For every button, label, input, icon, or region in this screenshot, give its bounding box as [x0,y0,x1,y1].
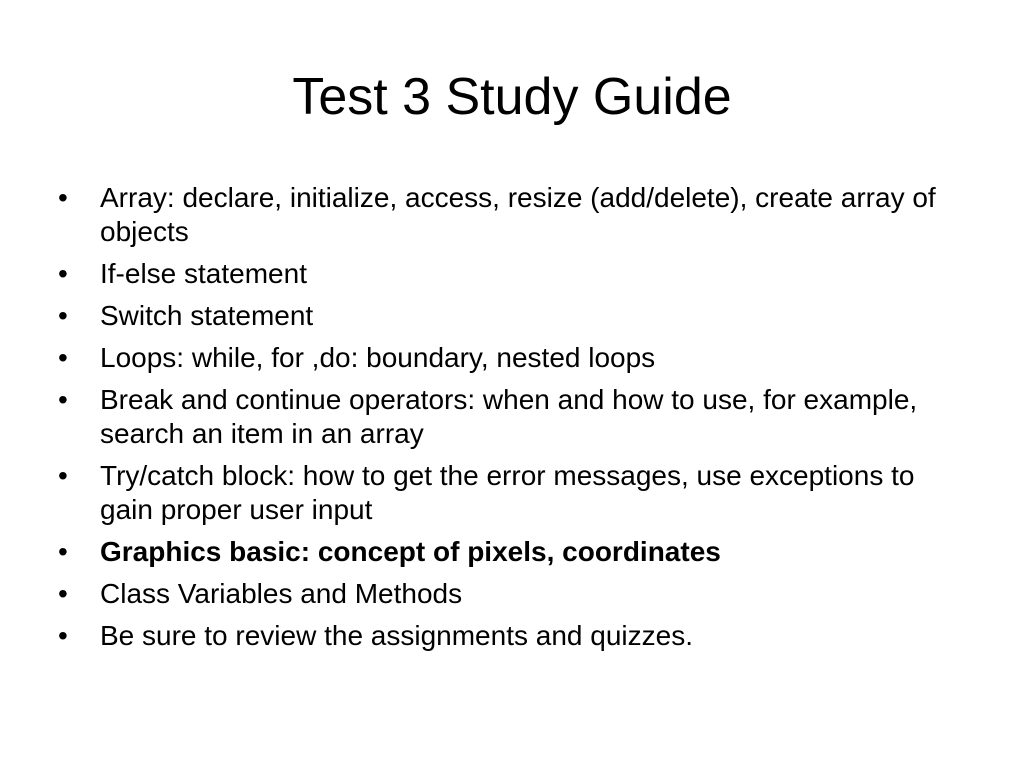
bullet-item-review [58,619,968,653]
bullet-icon: • [58,182,68,213]
bullet-item-break-continue [58,383,968,451]
bullet-item-switch [58,299,968,333]
bullet-item-graphics [58,535,968,569]
bullet-icon: • [58,536,68,567]
slide-title: Test 3 Study Guide [292,68,732,126]
bullet-text: Graphics basic: concept of pixels, coordinates [100,536,721,567]
bullet-text: Array: declare, initialize, access, resize (add/delete), create array of objects [100,182,936,247]
bullet-text: Try/catch block: how to get the error messages, use exceptions to gain proper user input [100,460,915,525]
bullet-list [58,181,968,661]
bullet-text: Loops: while, for ,do: boundary, nested loops [100,342,656,373]
bullet-text: If-else statement [100,258,307,289]
bullet-item-try-catch [58,459,968,527]
bullet-item-loops [58,341,968,375]
bullet-icon: • [58,620,68,651]
bullet-icon: • [58,342,68,373]
bullet-text: Switch statement [100,300,314,331]
bullet-icon: • [58,300,68,331]
bullet-item-array [58,181,968,249]
bullet-icon: • [58,460,68,491]
bullet-item-if-else [58,257,968,291]
bullet-icon: • [58,258,68,289]
bullet-item-class-variables [58,577,968,611]
bullet-icon: • [58,384,68,415]
bullet-icon: • [58,578,68,609]
bullet-text: Class Variables and Methods [100,578,463,609]
bullet-text: Break and continue operators: when and how to use, for example, search an item in an array [100,384,918,449]
bullet-text: Be sure to review the assignments and quizzes. [100,620,693,651]
